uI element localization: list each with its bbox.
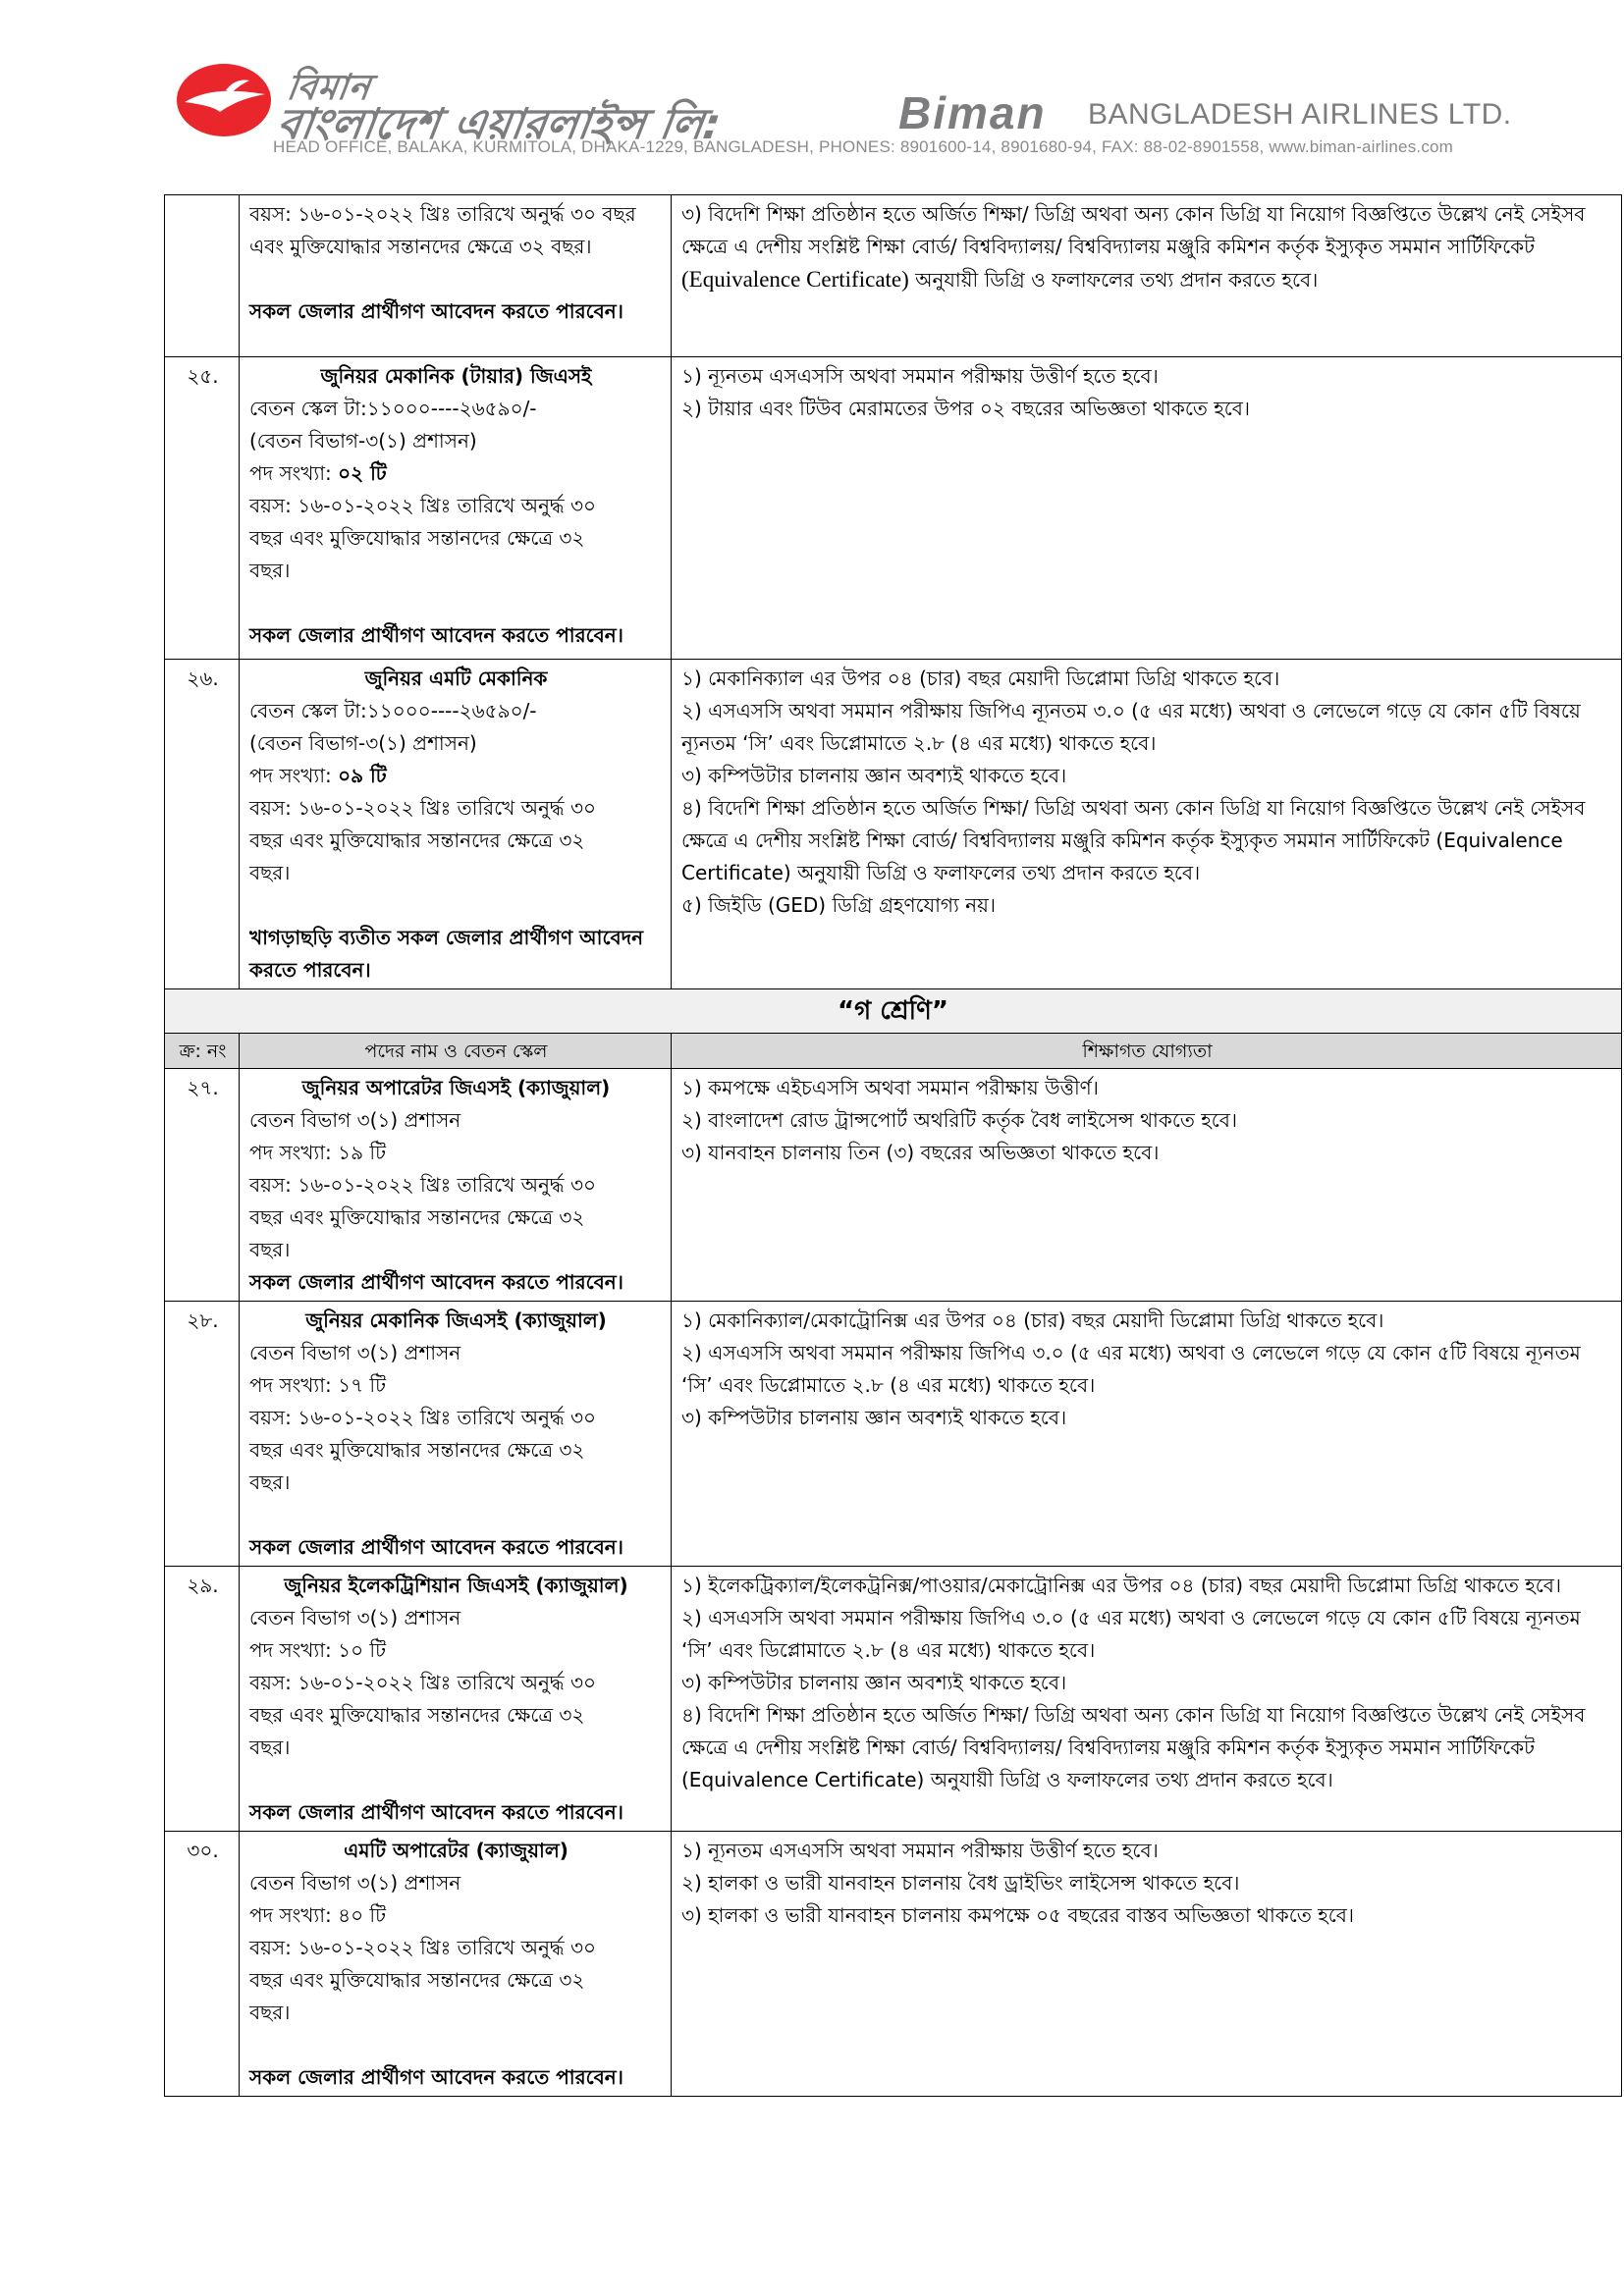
requirement-item: ২) এসএসসি অথবা সমমান পরীক্ষায় জিপিএ ন্যূনতম ৩.০ (৫ এর মধ্যে) অথবা ও লেভেলে গড়ে যে কোন ৫টি বিষয়ে ন্যূনতম ‘সি’ এবং ডিপ্লোমাতে ২.৮ (৪ এর মধ্যে) থাকতে হবে।: [681, 699, 1581, 755]
age-limit-line: বয়স: ১৬-০১-২০২২ খ্রিঃ তারিখে অনুর্দ্ধ ৩০: [249, 494, 596, 517]
table-row: [165, 1069, 1622, 1302]
head-office-address: HEAD OFFICE, BALAKA, KURMITOLA, DHAKA-1229, BANGLADESH, PHONES: 8901600-14, 8901680-94, FAX: 88-02-8901558, www.biman-airlines.com: [273, 137, 1454, 156]
spacer: [249, 2029, 663, 2061]
post-detail: বেতন বিভাগ ৩(১) প্রশাসন: [249, 1341, 461, 1364]
post-detail: পদ সংখ্যা: ১৯ টি: [249, 1141, 387, 1164]
serial-cell: [165, 357, 240, 660]
requirement-item: ২) হালকা ও ভারী যানবাহন চালনায় বৈধ ড্রাইভিং লাইসেন্স থাকতে হবে।: [681, 1871, 1240, 1895]
district-text: সকল জেলার প্রার্থীগণ আবেদন করতে পারবেন।: [249, 299, 623, 323]
requirement-item: ২) এসএসসি অথবা সমমান পরীক্ষায় জিপিএ ৩.০ (৫ এর মধ্যে) অথবা ও লেভেলে গড়ে যে কোন ৫টি বিষয়ে ন্যূনতম ‘সি’ এবং ডিপ্লোমাতে ২.৮ (৪ এর মধ্যে) থাকতে হবে।: [681, 1606, 1581, 1662]
requirement-item: ১) কমপক্ষে এইচএসসি অথবা সমমান পরীক্ষায় উত্তীর্ণ।: [681, 1076, 1099, 1099]
serial-cell: [165, 660, 240, 989]
brand-bengali-top: বিমান: [284, 68, 374, 108]
post-count-line: [249, 457, 663, 490]
district-eligibility: সকল জেলার প্রার্থীগণ আবেদন করতে পারবেন।: [249, 2065, 623, 2089]
post-detail: পদ সংখ্যা: ১০ টি: [249, 1638, 387, 1662]
letterhead: [0, 0, 1624, 167]
post-title: জুনিয়র ইলেকট্রিশিয়ান জিএসই (ক্যাজুয়াল): [284, 1574, 628, 1597]
brand-airlines: BANGLADESH AIRLINES LTD.: [1088, 98, 1512, 131]
age-limit-line: বছর।: [249, 559, 291, 582]
serial-cell: [165, 1302, 240, 1567]
requirement-item: ১) ইলেকট্রিক্যাল/ইলেকট্রনিক্স/পাওয়ার/মেকাট্রোনিক্স এর উপর ০৪ (চার) বছর মেয়াদী ডিপ্লোমা ডিগ্রি থাকতে হবে।: [681, 1574, 1562, 1597]
age-limit-line: বয়স: ১৬-০১-২০২২ খ্রিঃ তারিখে অনুর্দ্ধ ৩০: [249, 796, 596, 820]
post-detail: পদ সংখ্যা: ৪০ টি: [249, 1903, 387, 1927]
col-header-post: পদের নাম ও বেতন স্কেল: [240, 1034, 672, 1069]
requirement-item: ৩) যানবাহন চালনায় তিন (৩) বছরের অভিজ্ঞতা থাকতে হবে।: [681, 1141, 1160, 1164]
serial-number: ৩০.: [187, 1839, 219, 1862]
post-detail: বেতন বিভাগ ৩(১) প্রশাসন: [249, 1606, 461, 1629]
post-title: জুনিয়র মেকানিক (টায়ার) জিএসই: [320, 364, 592, 388]
age-limit-line: বছর।: [249, 861, 291, 884]
table-row: [165, 1832, 1622, 2097]
post-detail: (বেতন বিভাগ-৩(১) প্রশাসন): [249, 429, 477, 453]
age-limit-line: বয়স: ১৬-০১-২০২২ খ্রিঃ তারিখে অনুর্দ্ধ ৩০: [249, 1936, 596, 1959]
post-title: এমটি অপারেটর (ক্যাজুয়াল): [344, 1839, 568, 1862]
age-text: বয়স: ১৬-০১-২০২২ খ্রিঃ তারিখে অনুর্দ্ধ ৩০ বছর এবং মুক্তিযোদ্ধার সন্তানদের ক্ষেত্রে ৩২ বছর।: [249, 202, 636, 258]
biman-bird-logo-icon: [175, 61, 273, 139]
qualification-cell: [672, 357, 1622, 660]
requirement-item: ৫) জিইডি (GED) ডিগ্রি গ্রহণযোগ্য নয়।: [681, 893, 997, 917]
qualification-cell: [672, 1567, 1622, 1832]
col-header-serial: ক্র: নং: [165, 1034, 240, 1069]
age-limit-line: বছর।: [249, 1470, 291, 1494]
serial-cell: [165, 1832, 240, 2097]
district-eligibility: সকল জেলার প্রার্থীগণ আবেদন করতে পারবেন।: [249, 623, 623, 647]
brand-biman: Biman: [898, 87, 1047, 138]
grade-row: [165, 989, 1622, 1034]
post-cell: [240, 660, 672, 989]
age-limit-line: বছর এবং মুক্তিযোদ্ধার সন্তানদের ক্ষেত্রে ৩২: [249, 1205, 585, 1229]
post-cell: [240, 1832, 672, 2097]
serial-number: ২৭.: [187, 1076, 219, 1099]
table-row: [165, 660, 1622, 989]
spacer: [249, 1764, 663, 1796]
post-count-label: পদ সংখ্যা:: [249, 461, 339, 485]
post-detail: বেতন বিভাগ ৩(১) প্রশাসন: [249, 1108, 461, 1132]
qualification-cell: [672, 1302, 1622, 1567]
post-cell: [240, 195, 672, 357]
table-row: [165, 195, 1622, 357]
qualification-cell: [672, 1832, 1622, 2097]
requirement-item: ২) টায়ার এবং টিউব মেরামতের উপর ০২ বছরের অভিজ্ঞতা থাকতে হবে।: [681, 397, 1251, 420]
district-eligibility: খাগড়াছড়ি ব্যতীত সকল জেলার প্রার্থীগণ আবেদন করতে পারবেন।: [249, 926, 644, 982]
age-limit-line: বছর।: [249, 2001, 291, 2024]
post-detail: বেতন স্কেল টা:১১০০০----২৬৫৯০/-: [249, 699, 537, 722]
serial-number: ২৬.: [187, 667, 219, 690]
post-cell: [240, 1069, 672, 1302]
requirement-item: ২) বাংলাদেশ রোড ট্রান্সপোর্ট অথরিটি কর্তৃক বৈধ লাইসেন্স থাকতে হবে।: [681, 1108, 1238, 1132]
serial-number: ২৫.: [187, 364, 219, 388]
table-row: [165, 357, 1622, 660]
requirement-item: ২) এসএসসি অথবা সমমান পরীক্ষায় জিপিএ ৩.০ (৫ এর মধ্যে) অথবা ও লেভেলে গড়ে যে কোন ৫টি বিষয়ে ন্যূনতম ‘সি’ এবং ডিপ্লোমাতে ২.৮ (৪ এর মধ্যে) থাকতে হবে।: [681, 1341, 1581, 1397]
grade-title: “গ শ্রেণি”: [165, 989, 1622, 1034]
post-title: জুনিয়র এমটি মেকানিক: [364, 667, 548, 690]
requirement-end: অনুযায়ী ডিগ্রি ও ফলাফলের তথ্য প্রদান করতে হবে।: [915, 268, 1319, 292]
post-cell: [240, 1567, 672, 1832]
age-limit-line: বছর এবং মুক্তিযোদ্ধার সন্তানদের ক্ষেত্রে ৩২: [249, 1968, 585, 1992]
district-eligibility: সকল জেলার প্রার্থীগণ আবেদন করতে পারবেন।: [249, 1800, 623, 1824]
age-limit-line: বছর এবং মুক্তিযোদ্ধার সন্তানদের ক্ষেত্রে ৩২: [249, 1703, 585, 1727]
post-count: ০২ টি: [338, 461, 387, 485]
requirement-item: ৩) কম্পিউটার চালনায় জ্ঞান অবশ্যই থাকতে হবে।: [681, 1406, 1067, 1429]
serial-cell: [165, 195, 240, 357]
requirement-english: (Equivalence Certificate): [681, 267, 909, 292]
age-limit-line: বছর এবং মুক্তিযোদ্ধার সন্তানদের ক্ষেত্রে ৩২: [249, 1438, 585, 1462]
requirement-item: ১) মেকানিক্যাল/মেকাট্রোনিক্স এর উপর ০৪ (চার) বছর মেয়াদী ডিপ্লোমা ডিগ্রি থাকতে হবে।: [681, 1308, 1384, 1332]
spacer: [249, 889, 663, 922]
serial-cell: [165, 1069, 240, 1302]
requirement-item: ৩) কম্পিউটার চালনায় জ্ঞান অবশ্যই থাকতে হবে।: [681, 764, 1067, 787]
requirement-item: ১) মেকানিক্যাল এর উপর ০৪ (চার) বছর মেয়াদী ডিপ্লোমা ডিগ্রি থাকতে হবে।: [681, 667, 1280, 690]
spacer: [249, 587, 663, 619]
requirement-item: ৪) বিদেশি শিক্ষা প্রতিষ্ঠান হতে অর্জিত শিক্ষা/ ডিগ্রি অথবা অন্য কোন ডিগ্রি যা নিয়োগ বিজ্ঞপ্তিতে উল্লেখ নেই সেইসব ক্ষেত্রে এ দেশীয় সংশ্লিষ্ট শিক্ষা বোর্ড/ বিশ্ববিদ্যালয় মঞ্জুরি কমিশন কর্তৃক ইস্যুকৃত সমমান সার্টিফিকেট (Equivalence Certificate) অনুযায়ী ডিগ্রি ও ফলাফলের তথ্য প্রদান করতে হবে।: [681, 796, 1586, 884]
post-cell: [240, 1302, 672, 1567]
post-count-line: [249, 760, 663, 792]
district-eligibility: সকল জেলার প্রার্থীগণ আবেদন করতে পারবেন।: [249, 1270, 623, 1294]
post-detail: বেতন স্কেল টা:১১০০০----২৬৫৯০/-: [249, 397, 537, 420]
post-detail: পদ সংখ্যা: ১৭ টি: [249, 1373, 387, 1397]
spacer: [249, 1499, 663, 1531]
table-row: [165, 1302, 1622, 1567]
post-detail: বেতন বিভাগ ৩(১) প্রশাসন: [249, 1871, 461, 1895]
post-count: ০৯ টি: [338, 764, 387, 787]
qualification-cell: [672, 660, 1622, 989]
age-limit-line: বছর এবং মুক্তিযোদ্ধার সন্তানদের ক্ষেত্রে ৩২: [249, 828, 585, 852]
column-header-row: [165, 1034, 1622, 1069]
post-cell: [240, 357, 672, 660]
requirement-item: ৪) বিদেশি শিক্ষা প্রতিষ্ঠান হতে অর্জিত শিক্ষা/ ডিগ্রি অথবা অন্য কোন ডিগ্রি যা নিয়োগ বিজ্ঞপ্তিতে উল্লেখ নেই সেইসব ক্ষেত্রে এ দেশীয় সংশ্লিষ্ট শিক্ষা বোর্ড/ বিশ্ববিদ্যালয়/ বিশ্ববিদ্যালয় মঞ্জুরি কমিশন কর্তৃক ইস্যুকৃত সমমান সার্টিফিকেট (Equivalence Certificate) অনুযায়ী ডিগ্রি ও ফলাফলের তথ্য প্রদান করতে হবে।: [681, 1703, 1586, 1791]
requirement-item: ১) ন্যূনতম এসএসসি অথবা সমমান পরীক্ষায় উত্তীর্ণ হতে হবে।: [681, 364, 1159, 388]
age-limit-line: বছর।: [249, 1238, 291, 1261]
post-title: জুনিয়র অপারেটর জিএসই (ক্যাজুয়াল): [301, 1076, 611, 1099]
district-eligibility: সকল জেলার প্রার্থীগণ আবেদন করতে পারবেন।: [249, 1535, 623, 1559]
post-title: জুনিয়র মেকানিক জিএসই (ক্যাজুয়াল): [305, 1308, 607, 1332]
requirement-item: ১) ন্যূনতম এসএসসি অথবা সমমান পরীক্ষায় উত্তীর্ণ হতে হবে।: [681, 1839, 1159, 1862]
serial-number: ২৮.: [187, 1308, 219, 1332]
table-row: [165, 1567, 1622, 1832]
age-limit-line: বছর এবং মুক্তিযোদ্ধার সন্তানদের ক্ষেত্রে ৩২: [249, 526, 585, 550]
qualification-cell: [672, 1069, 1622, 1302]
qualification-cell: [672, 195, 1622, 357]
age-limit-line: বয়স: ১৬-০১-২০২২ খ্রিঃ তারিখে অনুর্দ্ধ ৩০: [249, 1406, 596, 1429]
requirement-text: ৩) বিদেশি শিক্ষা প্রতিষ্ঠান হতে অর্জিত শিক্ষা/ ডিগ্রি অথবা অন্য কোন ডিগ্রি যা নিয়োগ বিজ্ঞপ্তিতে উল্লেখ নেই সেইসব ক্ষেত্রে এ দেশীয় সংশ্লিষ্ট শিক্ষা বোর্ড/ বিশ্ববিদ্যালয়/ বিশ্ববিদ্যালয় মঞ্জুরি কমিশন কর্তৃক ইস্যুকৃত সমমান সার্টিফিকেট: [681, 202, 1586, 258]
age-limit-line: বয়স: ১৬-০১-২০২২ খ্রিঃ তারিখে অনুর্দ্ধ ৩০: [249, 1173, 596, 1197]
requirement-item: ৩) কম্পিউটার চালনায় জ্ঞান অবশ্যই থাকতে হবে।: [681, 1671, 1067, 1694]
post-count-label: পদ সংখ্যা:: [249, 764, 339, 787]
serial-cell: [165, 1567, 240, 1832]
post-detail: (বেতন বিভাগ-৩(১) প্রশাসন): [249, 731, 477, 755]
brand-bengali: বাংলাদেশ এয়ারলাইন্স লি:: [273, 100, 725, 149]
age-limit-line: বছর।: [249, 1735, 291, 1759]
age-limit-line: বয়স: ১৬-০১-২০২২ খ্রিঃ তারিখে অনুর্দ্ধ ৩০: [249, 1671, 596, 1694]
col-header-qualification: শিক্ষাগত যোগ্যতা: [672, 1034, 1622, 1069]
requirement-item: ৩) হালকা ও ভারী যানবাহন চালনায় কমপক্ষে ০৫ বছরের বাস্তব অভিজ্ঞতা থাকতে হবে।: [681, 1903, 1355, 1927]
job-circular-table: [164, 194, 1622, 2097]
serial-number: ২৯.: [187, 1574, 219, 1597]
